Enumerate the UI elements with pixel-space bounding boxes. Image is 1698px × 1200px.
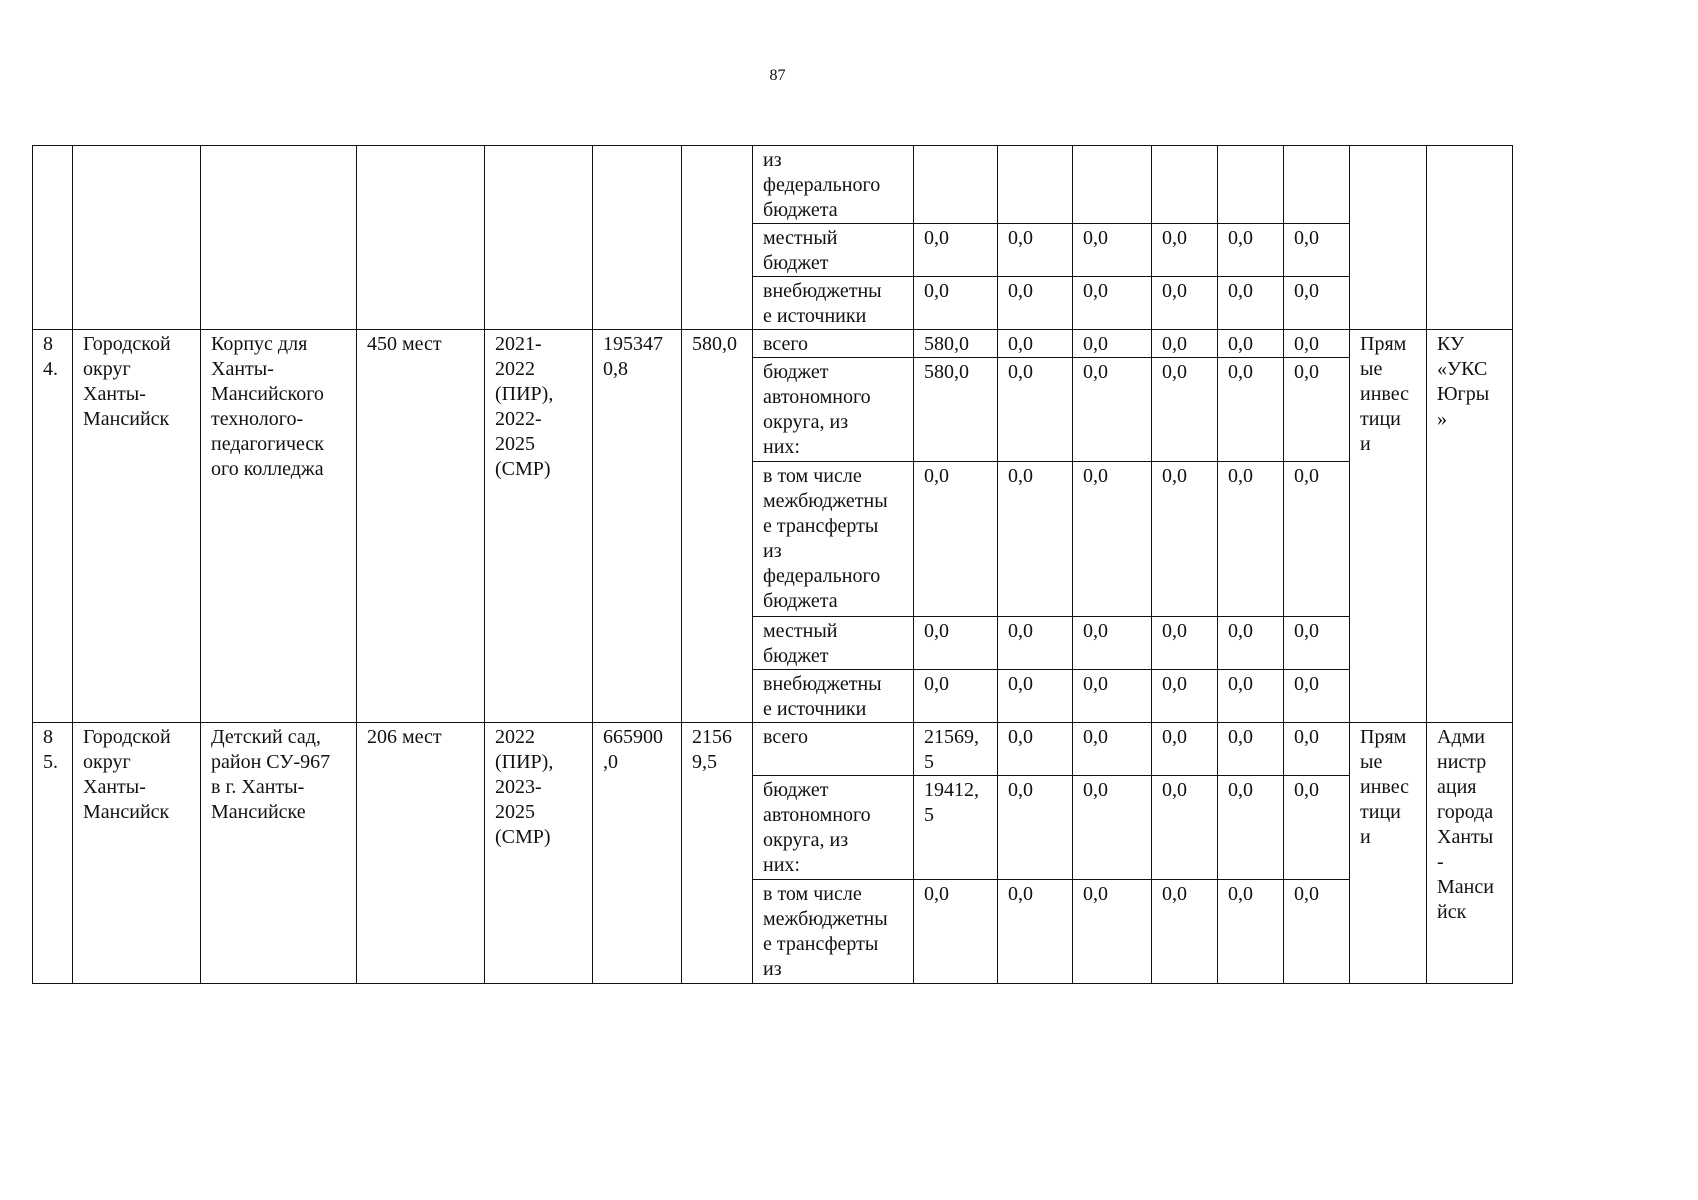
amount-cell: 0,0 (1218, 277, 1284, 330)
amount-cell: 0,0 (1218, 880, 1284, 984)
table-row (33, 330, 1513, 358)
amount-cell: 0,0 (1073, 776, 1152, 880)
amount-cell: 0,0 (1218, 358, 1284, 462)
amount-cell: 0,0 (1073, 880, 1152, 984)
amount-cell: 0,0 (1284, 224, 1350, 277)
amount-cell: 19412, 5 (914, 776, 998, 880)
budget-table (32, 145, 1513, 984)
amount-cell: 0,0 (1284, 880, 1350, 984)
period-cell: 2021- 2022 (ПИР), 2022- 2025 (СМР) (485, 330, 593, 723)
amount-cell: 0,0 (1152, 880, 1218, 984)
amount-cell: 0,0 (914, 670, 998, 723)
amount-cell: 0,0 (1284, 776, 1350, 880)
amount-cell: 0,0 (998, 330, 1073, 358)
cost-cell: 665900 ,0 (593, 723, 682, 984)
amount-cell: 0,0 (998, 776, 1073, 880)
funds-cell: 2156 9,5 (682, 723, 753, 984)
amount-cell: 0,0 (1073, 462, 1152, 617)
page-number: 87 (769, 67, 786, 84)
amount-cell: 0,0 (998, 462, 1073, 617)
period-cell (485, 146, 593, 330)
funds-cell (682, 146, 753, 330)
territory-cell: Городской округ Ханты- Мансийск (73, 723, 201, 984)
amount-cell: 0,0 (1218, 617, 1284, 670)
number-cell (33, 146, 73, 330)
amount-cell: 0,0 (1152, 670, 1218, 723)
funding-source-label: местный бюджет (753, 617, 914, 670)
amount-cell: 0,0 (998, 277, 1073, 330)
amount-cell: 0,0 (1284, 670, 1350, 723)
amount-cell (914, 146, 998, 224)
amount-cell: 580,0 (914, 330, 998, 358)
customer-cell: КУ «УКС Югры » (1427, 330, 1513, 723)
funding-source-label: всего (753, 723, 914, 776)
territory-cell (73, 146, 201, 330)
customer-cell: Адми нистр ация города Ханты - Манси йск (1427, 723, 1513, 984)
amount-cell: 0,0 (998, 670, 1073, 723)
amount-cell: 0,0 (914, 462, 998, 617)
amount-cell (1073, 146, 1152, 224)
amount-cell: 0,0 (1284, 277, 1350, 330)
amount-cell: 0,0 (1218, 462, 1284, 617)
object-cell: Корпус для Ханты- Мансийского технолого- педагогическ ого колледжа (201, 330, 357, 723)
amount-cell: 0,0 (1073, 330, 1152, 358)
amount-cell: 0,0 (998, 358, 1073, 462)
investment-type-cell (1350, 146, 1427, 330)
period-cell: 2022 (ПИР), 2023- 2025 (СМР) (485, 723, 593, 984)
amount-cell: 0,0 (1152, 330, 1218, 358)
amount-cell: 0,0 (1218, 224, 1284, 277)
capacity-cell: 450 мест (357, 330, 485, 723)
amount-cell (1284, 146, 1350, 224)
amount-cell: 0,0 (1218, 723, 1284, 776)
amount-cell: 0,0 (1152, 358, 1218, 462)
amount-cell: 0,0 (1073, 670, 1152, 723)
amount-cell: 0,0 (1152, 776, 1218, 880)
funding-source-label: местный бюджет (753, 224, 914, 277)
amount-cell: 0,0 (998, 224, 1073, 277)
number-cell: 8 4. (33, 330, 73, 723)
investment-type-cell: Прям ые инвес тици и (1350, 330, 1427, 723)
amount-cell: 0,0 (1073, 723, 1152, 776)
amount-cell: 580,0 (914, 358, 998, 462)
amount-cell: 0,0 (1218, 670, 1284, 723)
amount-cell: 0,0 (1284, 617, 1350, 670)
territory-cell: Городской округ Ханты- Мансийск (73, 330, 201, 723)
amount-cell (998, 146, 1073, 224)
cost-cell (593, 146, 682, 330)
amount-cell: 0,0 (914, 617, 998, 670)
amount-cell: 0,0 (1073, 277, 1152, 330)
amount-cell: 0,0 (998, 880, 1073, 984)
amount-cell: 0,0 (1073, 358, 1152, 462)
amount-cell: 21569, 5 (914, 723, 998, 776)
capacity-cell: 206 мест (357, 723, 485, 984)
funding-source-label: всего (753, 330, 914, 358)
amount-cell (1152, 146, 1218, 224)
funding-source-label: в том числе межбюджетны е трансферты из (753, 880, 914, 984)
amount-cell: 0,0 (998, 723, 1073, 776)
amount-cell: 0,0 (1218, 330, 1284, 358)
amount-cell (1218, 146, 1284, 224)
number-cell: 8 5. (33, 723, 73, 984)
funding-source-label: из федерального бюджета (753, 146, 914, 224)
table-row (33, 146, 1513, 224)
amount-cell: 0,0 (1152, 277, 1218, 330)
amount-cell: 0,0 (1284, 330, 1350, 358)
amount-cell: 0,0 (1073, 224, 1152, 277)
amount-cell: 0,0 (1284, 358, 1350, 462)
amount-cell: 0,0 (1152, 462, 1218, 617)
amount-cell: 0,0 (1218, 776, 1284, 880)
amount-cell: 0,0 (1284, 462, 1350, 617)
amount-cell: 0,0 (914, 224, 998, 277)
object-cell: Детский сад, район СУ-967 в г. Ханты- Мансийске (201, 723, 357, 984)
cost-cell: 195347 0,8 (593, 330, 682, 723)
funding-source-label: в том числе межбюджетны е трансферты из федерального бюджета (753, 462, 914, 617)
funding-source-label: внебюджетны е источники (753, 277, 914, 330)
funding-source-label: бюджет автономного округа, из них: (753, 358, 914, 462)
amount-cell: 0,0 (1073, 617, 1152, 670)
amount-cell: 0,0 (914, 880, 998, 984)
funds-cell: 580,0 (682, 330, 753, 723)
object-cell (201, 146, 357, 330)
amount-cell: 0,0 (914, 277, 998, 330)
table-row (33, 723, 1513, 776)
amount-cell: 0,0 (1152, 224, 1218, 277)
customer-cell (1427, 146, 1513, 330)
funding-source-label: внебюджетны е источники (753, 670, 914, 723)
amount-cell: 0,0 (998, 617, 1073, 670)
amount-cell: 0,0 (1284, 723, 1350, 776)
funding-source-label: бюджет автономного округа, из них: (753, 776, 914, 880)
amount-cell: 0,0 (1152, 617, 1218, 670)
capacity-cell (357, 146, 485, 330)
amount-cell: 0,0 (1152, 723, 1218, 776)
investment-type-cell: Прям ые инвес тици и (1350, 723, 1427, 984)
